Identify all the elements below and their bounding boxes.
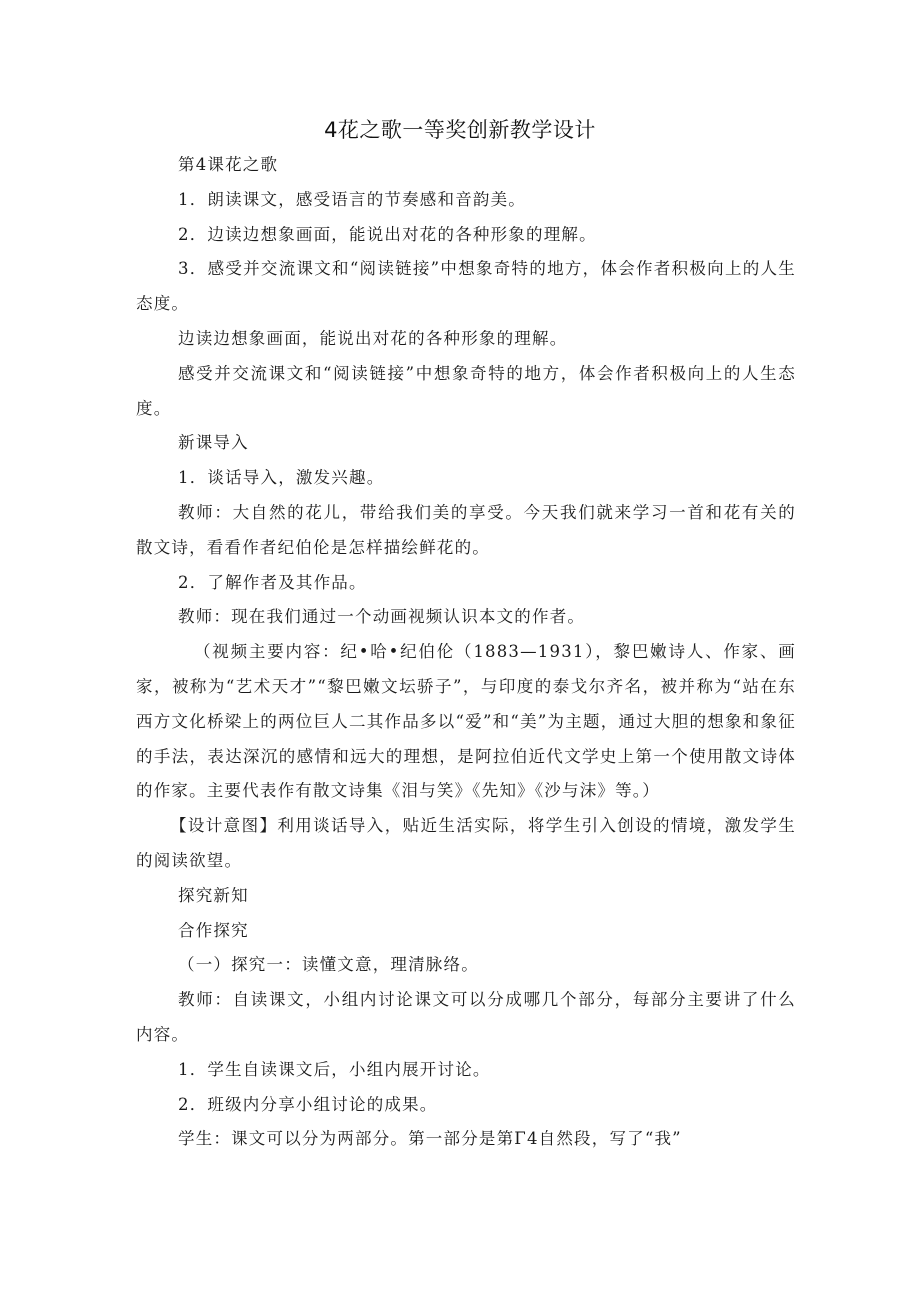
paragraph-explore-1: （一）探究一：读懂文意，理清脉络。 <box>178 955 479 975</box>
paragraph-objective-1: 1．朗读课文，感受语言的节奏感和音韵美。 <box>178 189 526 209</box>
paragraph-teacher-2: 教师：现在我们通过一个动画视频认识本文的作者。 <box>178 607 586 627</box>
paragraph-objective-2: 2．边读边想象画面，能说出对花的各种形象的理解。 <box>178 224 597 244</box>
paragraph-design-intent: 【设计意图】利用谈话导入，贴近生活实际，将学生引入创设的情境，激发学生的阅读欲望。 <box>136 816 796 870</box>
paragraph-teacher-3: 教师：自读课文，小组内讨论课文可以分成哪几个部分，每部分主要讲了什么内容。 <box>136 990 796 1044</box>
paragraph-student-1: 学生：课文可以分为两部分。第一部分是第Γ4自然段，写了“我” <box>178 1129 682 1149</box>
paragraph-difficult-point: 感受并交流课文和“阅读链接”中想象奇特的地方，体会作者积极向上的人生态度。 <box>136 363 796 418</box>
paragraph-step-1: 1．谈话导入，激发兴趣。 <box>178 468 385 488</box>
paragraph-objective-3: 3．感受并交流课文和“阅读链接”中想象奇特的地方，体会作者积极向上的人生态度。 <box>136 259 796 314</box>
document-title: 4花之歌一等奖创新教学设计 <box>324 118 596 142</box>
section-heading-intro: 新课导入 <box>178 433 249 453</box>
document-body <box>136 148 796 1157</box>
paragraph-step-3: 1．学生自读课文后，小组内展开讨论。 <box>178 1059 491 1079</box>
paragraph-step-4: 2．班级内分享小组讨论的成果。 <box>178 1094 438 1114</box>
paragraph-lesson-heading: 第4课花之歌 <box>178 155 279 174</box>
section-heading-explore: 探究新知 <box>178 885 249 905</box>
paragraph-step-2: 2．了解作者及其作品。 <box>178 572 367 592</box>
section-heading-cooperate: 合作探究 <box>178 920 249 940</box>
paragraph-key-point: 边读边想象画面，能说出对花的各种形象的理解。 <box>178 328 568 348</box>
paragraph-teacher-1: 教师：大自然的花儿，带给我们美的享受。今天我们就来学习一首和花有关的散文诗，看看作者纪伯伦是怎样描绘鲜花的。 <box>136 502 796 557</box>
paragraph-video-content: （视频主要内容：纪•哈•纪伯伦（1883—1931），黎巴嫩诗人、作家、画家，被称为“艺术天才”“黎巴嫩文坛骄子”，与印度的泰戈尔齐名，被并称为“站在东西方文化桥梁上的两位巨人二其作品多以“爱”和“美”为主题，通过大胆的想象和象征的手法，表达深沉的感情和远大的理想，是阿拉伯近代文学史上第一个使用散文诗体的作家。主要代表作有散文诗集《泪与笑》《先知》《沙与沫》等。） <box>136 642 796 801</box>
